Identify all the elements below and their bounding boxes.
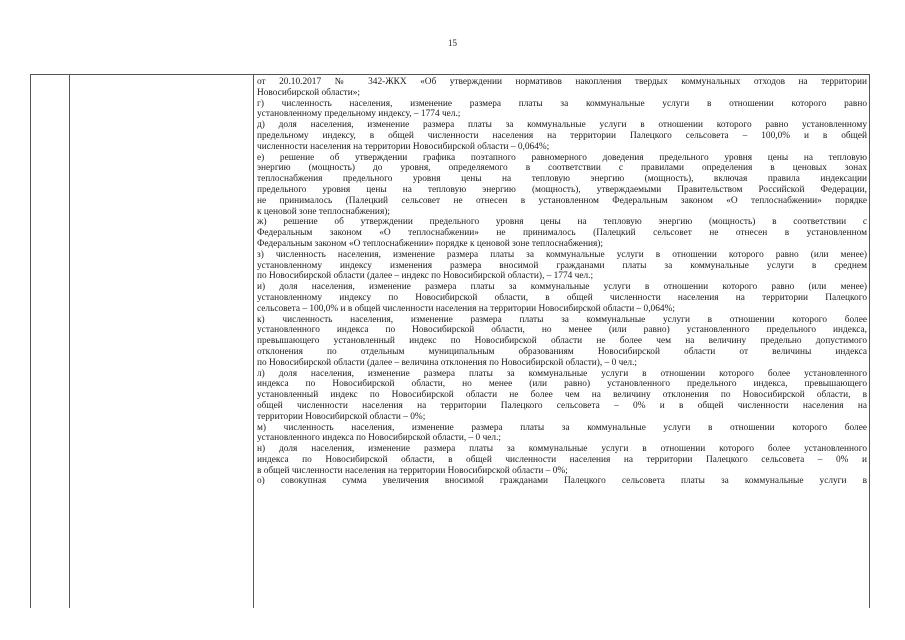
document-table bbox=[30, 74, 870, 608]
page-number: 15 bbox=[448, 38, 457, 48]
text-line: энергию (мощность) до уровня, определяемого в соответствии с правилами определения в ценовых зонах bbox=[257, 163, 867, 174]
text-line: Федеральным законом «О теплоснабжении» не принималось (Палецкий сельсовет не отнесен в установленном bbox=[257, 228, 867, 239]
text-line: предельному индексу, в общей численности населения на территории Палецкого сельсовета – 100,0% и в общей bbox=[257, 130, 867, 141]
text-line: сельсовета – 100,0% и в общей численности населения на территории Новосибирской области – 0,064%; bbox=[257, 303, 675, 314]
text-line: е) решение об утверждении графика поэтапного равномерного доведения предельного уровня цены на тепловую bbox=[257, 152, 867, 163]
text-line: к) численность населения, изменение размера платы за коммунальные услуги в отношении которого более bbox=[257, 314, 867, 325]
text-line: установленному индексу изменения размера вносимой гражданами платы за коммунальные услуги в среднем bbox=[257, 260, 867, 271]
text-line: о) совокупная сумма увеличения вносимой гражданами Палецкого сельсовета платы за коммунальные услуги в bbox=[257, 476, 867, 487]
text-line: установленному индексу по Новосибирской области, в общей численности населения на территории Палецкого bbox=[257, 292, 867, 303]
text-line: индекса по Новосибирской области, в общей численности населения на территории Палецкого сельсовета – 0% и bbox=[257, 454, 867, 465]
text-line: з) численность населения, изменение размера платы за коммунальные услуги в отношении которого равно (или менее) bbox=[257, 249, 867, 260]
text-line: в общей численности населения на территории Новосибирской области – 0%; bbox=[257, 465, 568, 476]
column-divider bbox=[253, 75, 254, 608]
text-line: территории Новосибирской области – 0%; bbox=[257, 411, 426, 422]
text-line: превышающего установленный индекс по Новосибирской области не более чем на величину предельно допустимого bbox=[257, 336, 867, 347]
table-text-cell bbox=[257, 77, 867, 487]
text-line: установленного индекса по Новосибирской области, но менее (или равно) установленного предельного индекса, bbox=[257, 325, 867, 336]
text-line: отклонения по отдельным муниципальным образованиям Новосибирской области от величины индекса bbox=[257, 346, 867, 357]
text-line: индекса по Новосибирской области, но менее (или равно) установленного предельного индекса, превышающего bbox=[257, 379, 867, 390]
text-line: общей численности населения на территории Палецкого сельсовета – 0% и в общей численности населения на bbox=[257, 400, 867, 411]
text-line: установленный индекс по Новосибирской области не более чем на величину отклонения по Новосибирской области, в bbox=[257, 390, 867, 401]
text-line: от 20.10.2017 № 342-ЖКХ «Об утверждении нормативов накопления твердых коммунальных отходов на территории bbox=[257, 77, 867, 87]
text-line: Новосибирской области»; bbox=[257, 87, 360, 98]
text-line: установленному предельному индексу, – 1774 чел.; bbox=[257, 109, 461, 120]
text-line: установленного индекса по Новосибирской области, – 0 чел.; bbox=[257, 433, 502, 444]
text-line: ж) решение об утверждении предельного уровня цены на тепловую энергию (мощность) в соответствии с bbox=[257, 217, 867, 228]
text-line: по Новосибирской области (далее – величина отклонения по Новосибирской области), – 0 чел.; bbox=[257, 357, 638, 368]
text-line: г) численность населения, изменение размера платы за коммунальные услуги в отношении которого равно bbox=[257, 98, 867, 109]
text-line: теплоснабжения предельного уровня цены на тепловую энергию (мощность), включая правила индексации bbox=[257, 174, 867, 185]
text-line: численности населения на территории Новосибирской области – 0,064%; bbox=[257, 141, 550, 152]
column-divider bbox=[69, 75, 70, 608]
text-line: м) численность населения, изменение размера платы за коммунальные услуги в отношении которого более bbox=[257, 422, 867, 433]
text-line: не принималось (Палецкий сельсовет не отнесен в установленном Федеральным законом «О теплоснабжении» порядке bbox=[257, 195, 867, 206]
text-line: к ценовой зоне теплоснабжения); bbox=[257, 206, 390, 217]
text-line: д) доля населения, изменение размера платы за коммунальные услуги в отношении которого равно установленному bbox=[257, 120, 867, 131]
text-line: л) доля населения, изменение размера платы за коммунальные услуги в отношении которого более установленного bbox=[257, 368, 867, 379]
text-line: по Новосибирской области (далее – индекс по Новосибирской области), – 1774 чел.; bbox=[257, 271, 594, 282]
text-line: и) доля населения, изменение размера платы за коммунальные услуги в отношении которого равно (или менее) bbox=[257, 282, 867, 293]
text-line: н) доля населения, изменение размера платы за коммунальные услуги в отношении которого более установленного bbox=[257, 444, 867, 455]
text-line: предельного уровня цены на тепловую энергию (мощность), утверждаемыми Правительством Российской Федерации, bbox=[257, 184, 867, 195]
text-line: Федеральным законом «О теплоснабжении» порядке к ценовой зоне теплоснабжения); bbox=[257, 238, 603, 249]
